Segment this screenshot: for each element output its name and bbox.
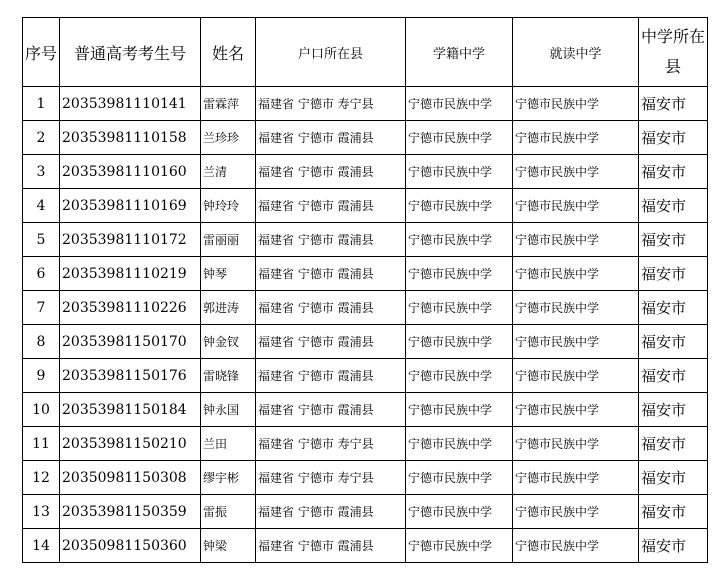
cell-hukou: 福建省 宁德市 霞浦县 <box>256 393 406 427</box>
cell-school-city: 福安市 <box>639 291 708 325</box>
cell-exam-id: 20353981110226 <box>60 291 201 325</box>
cell-school-city: 福安市 <box>639 325 708 359</box>
cell-hukou: 福建省 宁德市 霞浦县 <box>256 359 406 393</box>
cell-no: 12 <box>23 461 60 495</box>
cell-registered-school: 宁德市民族中学 <box>406 155 513 189</box>
cell-school-city: 福安市 <box>639 87 708 121</box>
header-registered-school: 学籍中学 <box>406 18 513 87</box>
cell-registered-school: 宁德市民族中学 <box>406 325 513 359</box>
cell-school-city: 福安市 <box>639 461 708 495</box>
cell-school-city: 福安市 <box>639 223 708 257</box>
cell-hukou: 福建省 宁德市 霞浦县 <box>256 121 406 155</box>
cell-attending-school: 宁德市民族中学 <box>513 189 639 223</box>
table-row <box>23 325 708 359</box>
cell-exam-id: 20353981150176 <box>60 359 201 393</box>
cell-exam-id: 20353981150210 <box>60 427 201 461</box>
cell-school-city: 福安市 <box>639 257 708 291</box>
cell-name: 兰清 <box>201 155 256 189</box>
cell-exam-id: 20350981150308 <box>60 461 201 495</box>
cell-registered-school: 宁德市民族中学 <box>406 189 513 223</box>
cell-registered-school: 宁德市民族中学 <box>406 223 513 257</box>
table-body <box>23 87 708 563</box>
cell-registered-school: 宁德市民族中学 <box>406 257 513 291</box>
cell-school-city: 福安市 <box>639 393 708 427</box>
table-header <box>23 18 708 87</box>
table-row <box>23 257 708 291</box>
cell-registered-school: 宁德市民族中学 <box>406 393 513 427</box>
header-exam-id: 普通高考考生号 <box>60 18 201 87</box>
cell-school-city: 福安市 <box>639 155 708 189</box>
cell-attending-school: 宁德市民族中学 <box>513 155 639 189</box>
cell-attending-school: 宁德市民族中学 <box>513 325 639 359</box>
cell-exam-id: 20353981110160 <box>60 155 201 189</box>
cell-name: 雷霖萍 <box>201 87 256 121</box>
cell-name: 缪宇彬 <box>201 461 256 495</box>
cell-hukou: 福建省 宁德市 寿宁县 <box>256 87 406 121</box>
cell-exam-id: 20353981110169 <box>60 189 201 223</box>
cell-name: 雷丽丽 <box>201 223 256 257</box>
table-row <box>23 461 708 495</box>
cell-no: 4 <box>23 189 60 223</box>
cell-attending-school: 宁德市民族中学 <box>513 87 639 121</box>
cell-exam-id: 20353981110219 <box>60 257 201 291</box>
cell-attending-school: 宁德市民族中学 <box>513 359 639 393</box>
header-row <box>23 18 708 87</box>
cell-registered-school: 宁德市民族中学 <box>406 87 513 121</box>
cell-no: 3 <box>23 155 60 189</box>
cell-name: 钟金钗 <box>201 325 256 359</box>
cell-attending-school: 宁德市民族中学 <box>513 427 639 461</box>
cell-name: 兰珍珍 <box>201 121 256 155</box>
cell-hukou: 福建省 宁德市 霞浦县 <box>256 529 406 563</box>
cell-no: 5 <box>23 223 60 257</box>
cell-no: 2 <box>23 121 60 155</box>
table-row <box>23 291 708 325</box>
cell-registered-school: 宁德市民族中学 <box>406 121 513 155</box>
cell-no: 7 <box>23 291 60 325</box>
cell-exam-id: 20353981150359 <box>60 495 201 529</box>
cell-school-city: 福安市 <box>639 495 708 529</box>
cell-hukou: 福建省 宁德市 霞浦县 <box>256 495 406 529</box>
cell-name: 雷振 <box>201 495 256 529</box>
cell-name: 郭进涛 <box>201 291 256 325</box>
student-roster-table <box>22 17 708 563</box>
cell-school-city: 福安市 <box>639 189 708 223</box>
cell-hukou: 福建省 宁德市 寿宁县 <box>256 461 406 495</box>
cell-name: 钟琴 <box>201 257 256 291</box>
cell-hukou: 福建省 宁德市 霞浦县 <box>256 155 406 189</box>
cell-exam-id: 20353981110158 <box>60 121 201 155</box>
cell-registered-school: 宁德市民族中学 <box>406 427 513 461</box>
cell-no: 11 <box>23 427 60 461</box>
cell-name: 钟永国 <box>201 393 256 427</box>
cell-hukou: 福建省 宁德市 霞浦县 <box>256 325 406 359</box>
cell-hukou: 福建省 宁德市 霞浦县 <box>256 257 406 291</box>
cell-name: 雷晓锋 <box>201 359 256 393</box>
cell-name: 兰田 <box>201 427 256 461</box>
cell-registered-school: 宁德市民族中学 <box>406 291 513 325</box>
table-row <box>23 87 708 121</box>
table-row <box>23 155 708 189</box>
cell-exam-id: 20353981150170 <box>60 325 201 359</box>
cell-no: 14 <box>23 529 60 563</box>
cell-hukou: 福建省 宁德市 寿宁县 <box>256 427 406 461</box>
cell-registered-school: 宁德市民族中学 <box>406 529 513 563</box>
table-row <box>23 223 708 257</box>
cell-no: 10 <box>23 393 60 427</box>
header-no: 序号 <box>23 18 60 87</box>
cell-school-city: 福安市 <box>639 359 708 393</box>
cell-hukou: 福建省 宁德市 霞浦县 <box>256 189 406 223</box>
cell-school-city: 福安市 <box>639 427 708 461</box>
table-row <box>23 495 708 529</box>
header-hukou: 户口所在县 <box>256 18 406 87</box>
cell-registered-school: 宁德市民族中学 <box>406 359 513 393</box>
cell-exam-id: 20353981150184 <box>60 393 201 427</box>
table-row <box>23 427 708 461</box>
table-row <box>23 189 708 223</box>
cell-attending-school: 宁德市民族中学 <box>513 291 639 325</box>
cell-hukou: 福建省 宁德市 霞浦县 <box>256 223 406 257</box>
cell-name: 钟玲玲 <box>201 189 256 223</box>
cell-attending-school: 宁德市民族中学 <box>513 529 639 563</box>
cell-school-city: 福安市 <box>639 529 708 563</box>
header-name: 姓名 <box>201 18 256 87</box>
cell-registered-school: 宁德市民族中学 <box>406 461 513 495</box>
cell-attending-school: 宁德市民族中学 <box>513 461 639 495</box>
cell-hukou: 福建省 宁德市 霞浦县 <box>256 291 406 325</box>
table-row <box>23 121 708 155</box>
cell-exam-id: 20353981110141 <box>60 87 201 121</box>
cell-registered-school: 宁德市民族中学 <box>406 495 513 529</box>
cell-no: 8 <box>23 325 60 359</box>
cell-exam-id: 20353981110172 <box>60 223 201 257</box>
table-row <box>23 529 708 563</box>
cell-attending-school: 宁德市民族中学 <box>513 495 639 529</box>
header-school-city: 中学所在县 <box>639 18 708 87</box>
cell-school-city: 福安市 <box>639 121 708 155</box>
header-attending-school: 就读中学 <box>513 18 639 87</box>
cell-no: 6 <box>23 257 60 291</box>
cell-no: 9 <box>23 359 60 393</box>
table-row <box>23 359 708 393</box>
cell-attending-school: 宁德市民族中学 <box>513 393 639 427</box>
cell-exam-id: 20350981150360 <box>60 529 201 563</box>
cell-no: 13 <box>23 495 60 529</box>
table-row <box>23 393 708 427</box>
cell-attending-school: 宁德市民族中学 <box>513 257 639 291</box>
cell-no: 1 <box>23 87 60 121</box>
cell-attending-school: 宁德市民族中学 <box>513 223 639 257</box>
cell-name: 钟梁 <box>201 529 256 563</box>
cell-attending-school: 宁德市民族中学 <box>513 121 639 155</box>
